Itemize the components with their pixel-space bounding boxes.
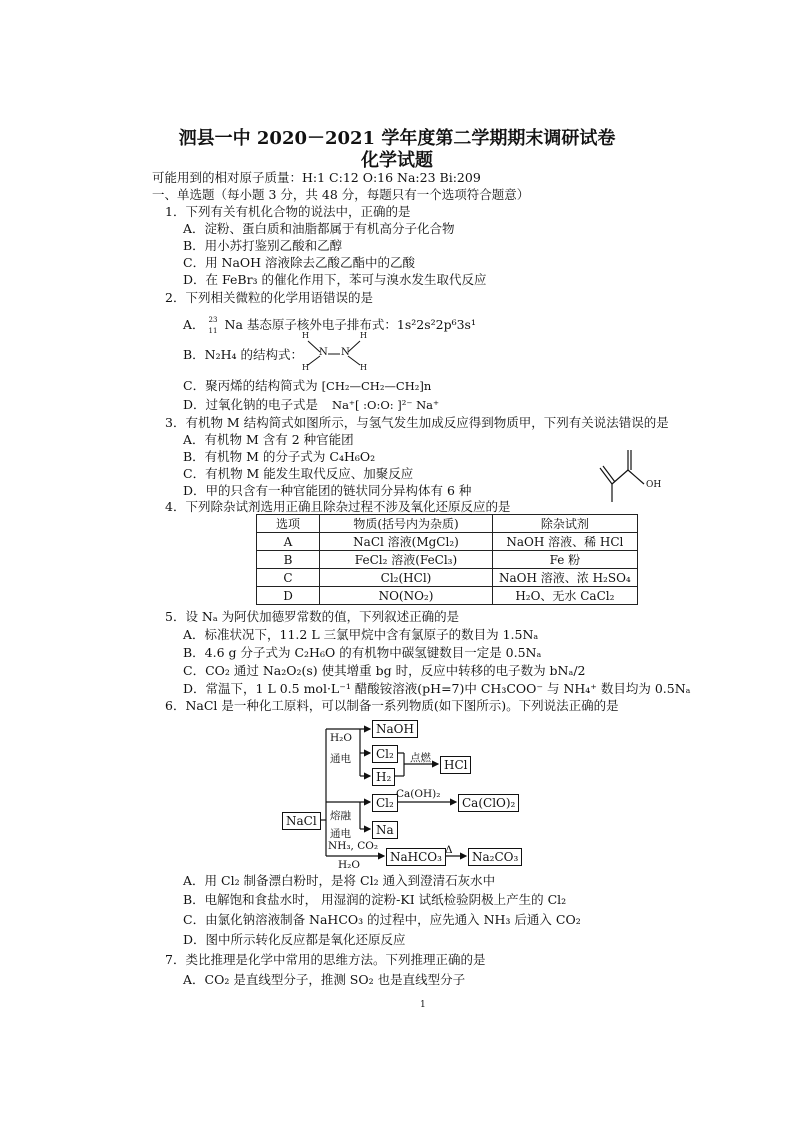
isotope-mass: 23 — [208, 316, 218, 324]
label-molten: 熔融 — [330, 810, 351, 822]
q7-stem: 7．类比推理是化学中常用的思维方法。下列推理正确的是 — [165, 952, 486, 967]
table-header-row — [257, 515, 638, 533]
q4-table — [256, 514, 638, 605]
table-cell: Fe 粉 — [493, 551, 638, 569]
q1-stem: 1．下列有关有机化合物的说法中，正确的是 — [165, 204, 411, 219]
q1-option-a: A．淀粉、蛋白质和油脂都属于有机高分子化合物 — [183, 221, 455, 236]
label-nh3-co2: NH₃, CO₂ — [328, 840, 379, 852]
n-atom-2: N — [341, 347, 350, 358]
q2-option-b: B．N₂H₄ 的结构式： — [183, 347, 304, 362]
table-row — [257, 569, 638, 587]
h-atom-1: H — [302, 331, 309, 340]
table-cell: A — [257, 533, 320, 551]
label-ignite: 点燃 — [410, 752, 431, 764]
q4-stem: 4．下列除杂试剂选用正确且除杂过程不涉及氧化还原反应的是 — [165, 499, 511, 514]
q2-option-a — [183, 317, 476, 333]
q3-option-d: D．甲的只含有一种官能团的链状同分异构体有 6 种 — [183, 483, 472, 498]
molecule-m-structure — [588, 444, 680, 506]
table-cell: C — [257, 569, 320, 587]
exam-subject: 化学试题 — [361, 150, 433, 171]
table-header: 物质(括号内为杂质) — [320, 515, 493, 533]
table-cell: NaOH 溶液、稀 HCl — [493, 533, 638, 551]
table-row — [257, 551, 638, 569]
section-heading: 一、单选题（每小题 3 分，共 48 分，每题只有一个选项符合题意） — [152, 187, 530, 202]
table-cell: FeCl₂ 溶液(FeCl₃) — [320, 551, 493, 569]
table-row — [257, 533, 638, 551]
n-atom-1: N — [319, 347, 328, 358]
cl2-box-mid: Cl₂ — [372, 794, 398, 812]
n2h4-structure — [300, 331, 370, 375]
q2-a-text: 基态原子核外电子排布式：1s²2s²2p⁶3s¹ — [246, 317, 476, 332]
q3-stem: 3．有机物 M 结构简式如图所示，与氢气发生加成反应得到物质甲，下列有关说法错误的是 — [165, 415, 669, 430]
q5-option-c: C．CO₂ 通过 Na₂O₂(s) 使其增重 bg 时，反应中转移的电子数为 bNₐ/2 — [183, 663, 586, 678]
q2-option-d — [183, 397, 439, 413]
oh-group: OH — [646, 480, 662, 490]
polypropylene-formula: [CH₂—CH₂—CH₂]n — [321, 379, 432, 393]
caclo2-box: Ca(ClO)₂ — [458, 794, 519, 812]
table-cell: NaOH 溶液、浓 H₂SO₄ — [493, 569, 638, 587]
q1-option-c: C．用 NaOH 溶液除去乙酸乙酯中的乙酸 — [183, 255, 416, 270]
label-h2o-bottom: H₂O — [338, 859, 360, 871]
exam-title: 泗县一中 2020－2021 学年度第二学期期末调研试卷 — [178, 128, 616, 149]
table-cell: Cl₂(HCl) — [320, 569, 493, 587]
nahco3-box: NaHCO₃ — [386, 848, 446, 866]
table-cell: NO(NO₂) — [320, 587, 493, 605]
hcl-box: HCl — [440, 756, 471, 774]
q2-stem: 2．下列相关微粒的化学用语错误的是 — [165, 290, 373, 305]
peroxide-formula: Na⁺[ :O:O: ]²⁻ Na⁺ — [332, 398, 440, 412]
isotope-symbol: Na — [224, 317, 243, 332]
q5-option-b: B．4.6 g 分子式为 C₂H₆O 的有机物中碳氢键数目一定是 0.5Nₐ — [183, 645, 542, 660]
q6-option-a: A．用 Cl₂ 制备漂白粉时，是将 Cl₂ 通入到澄清石灰水中 — [183, 873, 496, 888]
label-electrolysis-1: 通电 — [330, 753, 351, 765]
q2-d-text: D．过氧化钠的电子式是 — [183, 397, 319, 412]
q5-option-d: D．常温下，1 L 0.5 mol·L⁻¹ 醋酸铵溶液(pH=7)中 CH₃COO⁻ 与 NH₄⁺ 数目均为 0.5Nₐ — [183, 681, 691, 696]
table-cell: NaCl 溶液(MgCl₂) — [320, 533, 493, 551]
label-h2o: H₂O — [330, 732, 352, 744]
page-number: 1 — [420, 1000, 426, 1010]
h-atom-3: H — [360, 331, 367, 340]
q3-option-a: A．有机物 M 含有 2 种官能团 — [183, 432, 354, 447]
molecule-m-svg — [588, 444, 680, 506]
h2-box: H₂ — [372, 768, 395, 786]
q6-option-d: D．图中所示转化反应都是氧化还原反应 — [183, 932, 406, 947]
table-header: 除杂试剂 — [493, 515, 638, 533]
label-electrolysis-2: 通电 — [330, 828, 351, 840]
q2-option-c — [183, 378, 431, 394]
nacl-flow-diagram — [280, 716, 540, 871]
q2-c-text: C．聚丙烯的结构简式为 — [183, 378, 318, 393]
table-cell: B — [257, 551, 320, 569]
q5-stem: 5．设 Nₐ 为阿伏加德罗常数的值，下列叙述正确的是 — [165, 609, 460, 624]
cl2-box-top: Cl₂ — [372, 745, 398, 763]
q2-a-prefix: A． — [183, 317, 205, 332]
table-cell: H₂O、无水 CaCl₂ — [493, 587, 638, 605]
table-row — [257, 587, 638, 605]
isotope-number: 11 — [208, 327, 218, 335]
q7-option-a: A．CO₂ 是直线型分子，推测 SO₂ 也是直线型分子 — [183, 972, 466, 987]
q1-option-d: D．在 FeBr₃ 的催化作用下，苯可与溴水发生取代反应 — [183, 272, 487, 287]
q6-option-c: C．由氯化钠溶液制备 NaHCO₃ 的过程中，应先通入 NH₃ 后通入 CO₂ — [183, 912, 581, 927]
q6-stem: 6．NaCl 是一种化工原料，可以制备一系列物质(如下图所示)。下列说法正确的是 — [165, 698, 619, 713]
q5-option-a: A．标准状况下，11.2 L 三氯甲烷中含有氯原子的数目为 1.5Nₐ — [183, 627, 539, 642]
nacl-box: NaCl — [282, 812, 321, 830]
table-cell: D — [257, 587, 320, 605]
q3-option-c: C．有机物 M 能发生取代反应、加聚反应 — [183, 466, 414, 481]
table-header: 选项 — [257, 515, 320, 533]
label-heat: Δ — [445, 844, 453, 856]
atomic-masses: 可能用到的相对原子质量：H:1 C:12 O:16 Na:23 Bi:209 — [152, 170, 481, 185]
q6-option-b: B．电解饱和食盐水时， 用湿润的淀粉-KI 试纸检验阴极上产生的 Cl₂ — [183, 892, 567, 907]
na2co3-box: Na₂CO₃ — [468, 848, 522, 866]
label-caoh2: Ca(OH)₂ — [396, 788, 441, 800]
h-atom-2: H — [302, 363, 309, 372]
q1-option-b: B．用小苏打鉴别乙酸和乙醇 — [183, 238, 343, 253]
h-atom-4: H — [360, 363, 367, 372]
naoh-box: NaOH — [372, 720, 418, 738]
na-box: Na — [372, 821, 398, 839]
q3-option-b: B．有机物 M 的分子式为 C₄H₆O₂ — [183, 449, 376, 464]
